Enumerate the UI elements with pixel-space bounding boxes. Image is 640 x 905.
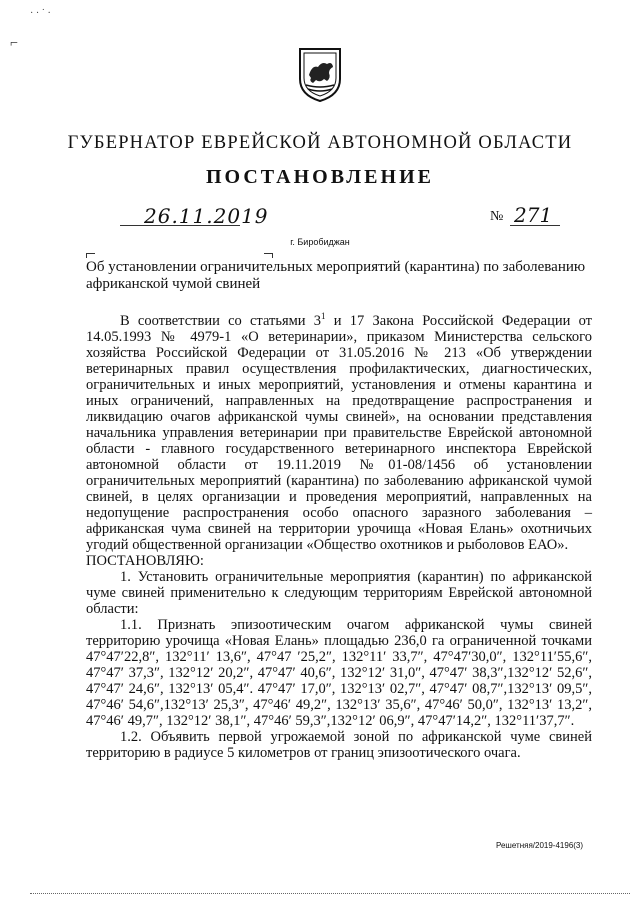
number-underline: [510, 225, 560, 226]
document-date: 26.11.2019: [144, 204, 269, 228]
subject-bracket-right: [264, 253, 273, 258]
date-underline: [120, 225, 240, 226]
item-1-2-paragraph: 1.2. Объявить первой угрожаемой зоной по африканской чуме свиней территорию в радиусе 5 километров от границ эпизоотического очага.: [86, 728, 592, 761]
document-type-title: ПОСТАНОВЛЕНИЕ: [206, 166, 434, 188]
scan-specks: · · ˙ ·: [30, 8, 51, 19]
scan-bottom-line: [30, 893, 630, 894]
item-1-paragraph: 1. Установить ограничительные мероприятия (карантин) по африканской чуме свиней применительно к следующим территориям Еврейской автономной области:: [86, 568, 592, 617]
governor-heading: ГУБЕРНАТОР ЕВРЕЙСКОЙ АВТОНОМНОЙ ОБЛАСТИ: [67, 133, 573, 153]
document-subject: Об установлении ограничительных мероприятий (карантина) по заболеванию африканской чумой свиней: [86, 259, 586, 292]
city-label: г. Биробиджан: [290, 237, 350, 247]
decree-heading: ПОСТАНОВЛЯЮ:: [86, 552, 204, 569]
footer-reference: Решетняя/2019-4196(3): [496, 841, 584, 850]
document-body: [86, 308, 592, 761]
preamble-paragraph: В соответствии со статьями $3^1$ и 17 Закона Российской Федерации от 14.05.1993 № 4979-1 «О ветеринарии», приказом Министерства сельского хозяйства Российской Федерации от 31.05.2016 № 213 «Об утверждении ветеринарных правил осуществления профилактических, диагностических, ограничительных и иных мероприятий, установления и отмены карантина и иных ограничений, направленных на предотвращение распространения и ликвидацию очагов африканской чумы свиней», на основании представления начальника управления ветеринарии при правительстве Еврейской автономной области - главного государственного ветеринарного инспектора Еврейской автономной области от 19.11.2019 №01-08/1456 об установлении ограничительных мероприятий (карантина) по заболеванию африканской чумой свиней, в целях организации и проведения мероприятий, направленных на недопущение распространения особо опасного заразного заболевания – африканская чума свиней на территории урочища «Новая Елань» охотничьих угодий общественной организации «Общество охотников и рыболовов ЕАО».: [86, 311, 592, 553]
document-number: 271: [514, 203, 553, 227]
item-1-1-paragraph: 1.1. Признать эпизоотическим очагом африканской чумы свиней территорию урочища «Новая Елань» площадью 236,0 га ограниченной точками 47°47′22,8″, 132°11′ 13,6″, 47°47 ′25,2″, 132°11′ 33,7″, 47°47′30,0″, 132°11′55,6″, 47°47′ 37,3″, 132°12′ 20,2″, 47°47′ 40,6″, 132°12′ 31,0″, 47°47′ 38,3″,132°12′ 52,6″, 47°47′ 24,6″, 132°13′ 05,4″. 47°47′ 17,0″, 132°13′ 02,7″, 47°47′ 08,7″,132°13′ 09,5″, 47°46′ 54,6″,132°13′ 25,3″, 47°46′ 49,2″, 132°13′ 35,6″, 47°46′ 50,0″, 132°13′ 13,2″, 47°46′ 49,7″, 132°12′ 38,1″, 47°46′ 59,3″,132°12′ 06,9″, 47°47′14,2″, 132°11′37,7″.: [86, 616, 592, 729]
coat-of-arms-icon: [296, 45, 344, 103]
scan-mark: ⌐: [10, 36, 18, 51]
number-label: №: [490, 209, 504, 224]
subject-bracket-left: [86, 253, 95, 258]
